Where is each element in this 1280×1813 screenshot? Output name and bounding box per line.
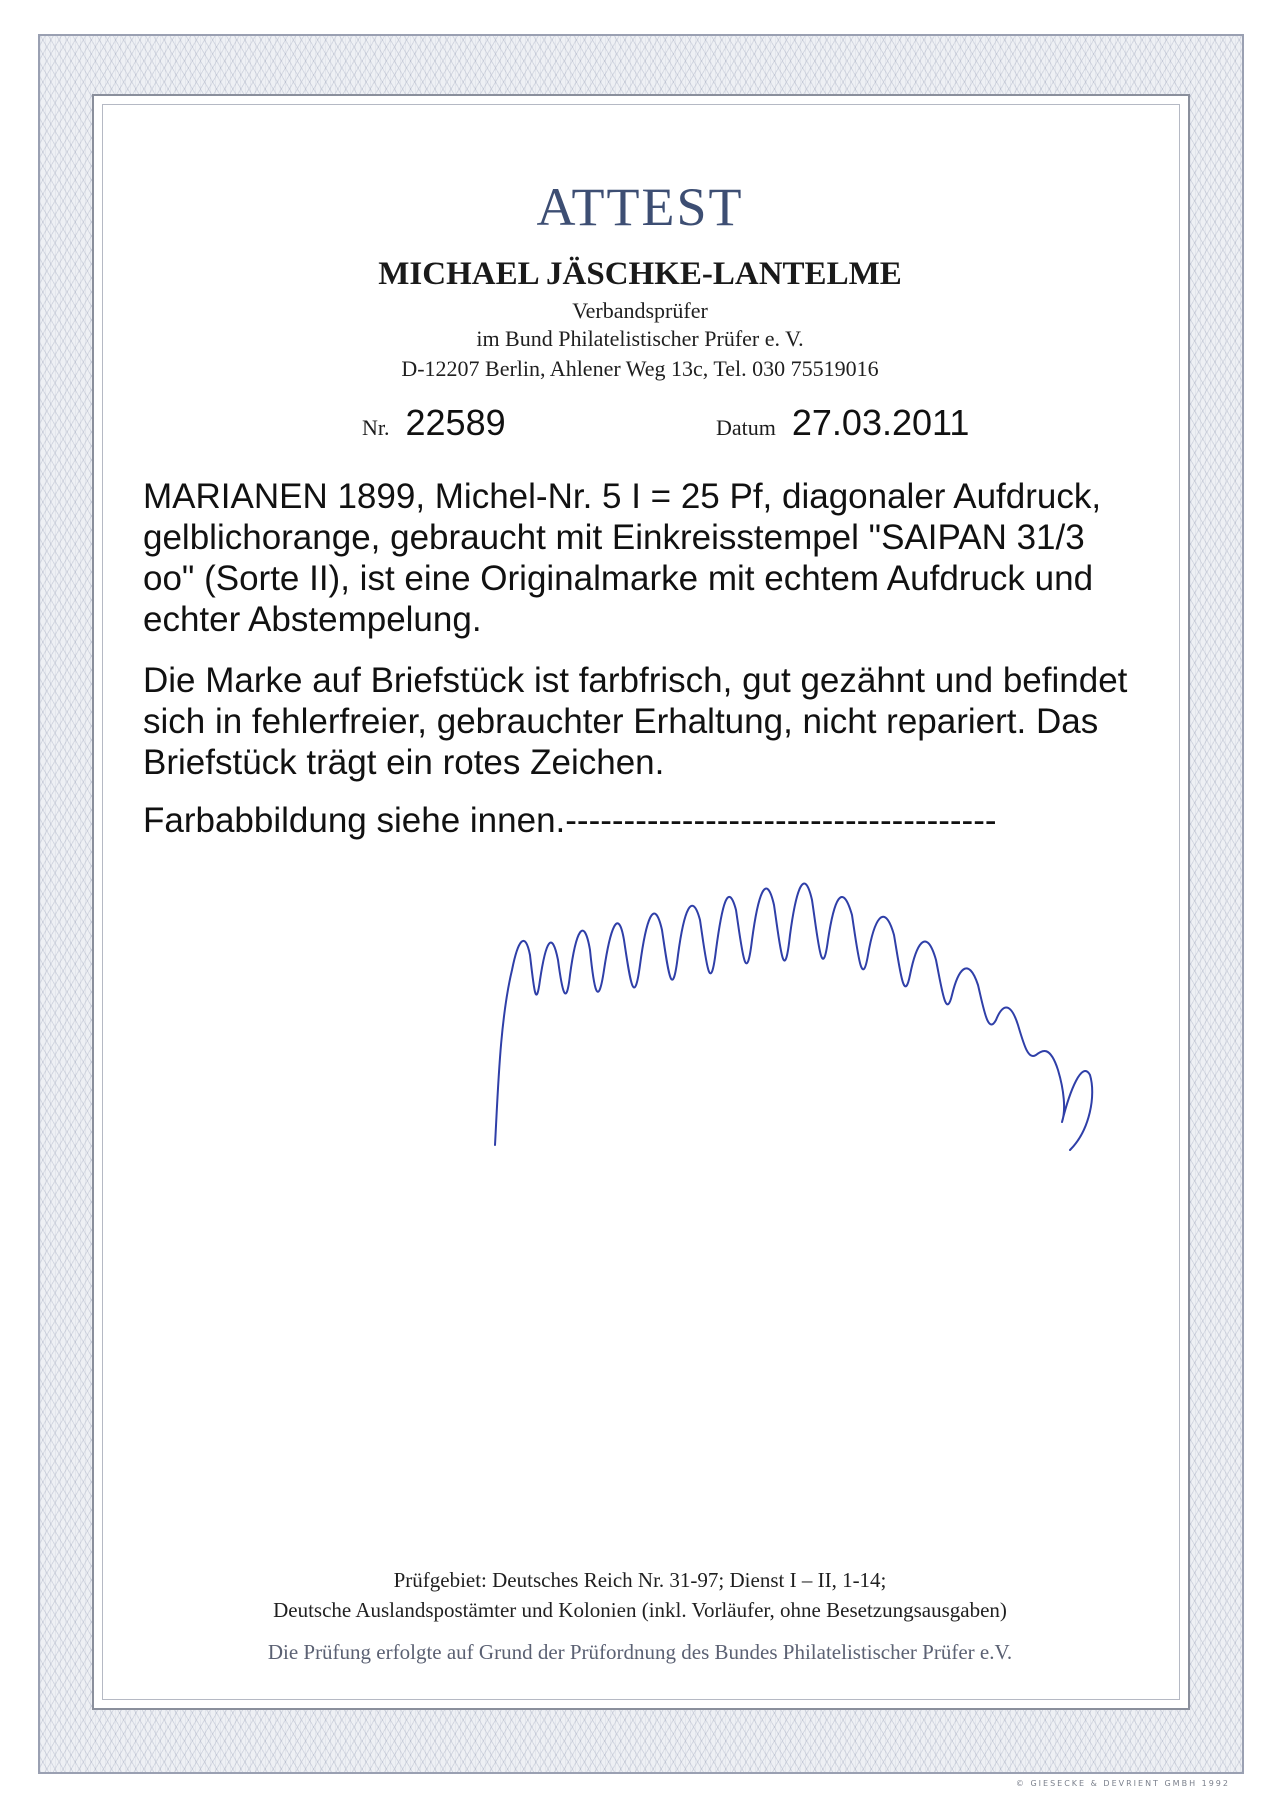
handwritten-signature	[470, 860, 1210, 1160]
printer-mark: © GIESECKE & DEVRIENT GMBH 1992	[1015, 1779, 1230, 1788]
date-label: Datum	[716, 415, 776, 440]
address: D-12207 Berlin, Ahlener Weg 13c, Tel. 030 75519016	[401, 356, 879, 381]
examiner-role: Verbandsprüfer	[572, 298, 708, 323]
illustration-note: Farbabbildung siehe innen.-------------------------------------	[143, 801, 997, 840]
association: im Bund Philatelistischer Prüfer e. V.	[476, 326, 804, 351]
date-value: 27.03.2011	[791, 402, 970, 443]
stamp-description: MARIANEN 1899, Michel-Nr. 5 I = 25 Pf, diagonaler Aufdruck, gelblichorange, gebraucht mit Einkreisstempel "SAIPAN 31/3 oo" (Sorte II), ist eine Originalmarke mit echtem Aufdruck und echter Abstempelung.	[143, 477, 1102, 639]
scope-line-1: Prüfgebiet: Deutsches Reich Nr. 31-97; Dienst I – II, 1-14;	[393, 1568, 887, 1592]
condition-description: Die Marke auf Briefstück ist farbfrisch, gut gezähnt und befindet sich in fehlerfreier, gebrauchter Erhaltung, nicht repariert. Das Briefstück trägt ein rotes Zeichen.	[143, 661, 1128, 782]
examiner-name: MICHAEL JÄSCHKE-LANTELME	[378, 256, 902, 292]
certificate-number	[362, 402, 506, 444]
certificate-date	[716, 402, 969, 444]
scope-line-2: Deutsche Auslandspostämter und Kolonien (inkl. Vorläufer, ohne Besetzungsausgaben)	[273, 1598, 1007, 1622]
number-value: 22589	[405, 402, 506, 443]
number-label: Nr.	[362, 415, 390, 440]
certificate-title: ATTEST	[536, 177, 744, 237]
examination-rules-note: Die Prüfung erfolgte auf Grund der Prüfordnung des Bundes Philatelistischer Prüfer e.V.	[267, 1640, 1013, 1664]
